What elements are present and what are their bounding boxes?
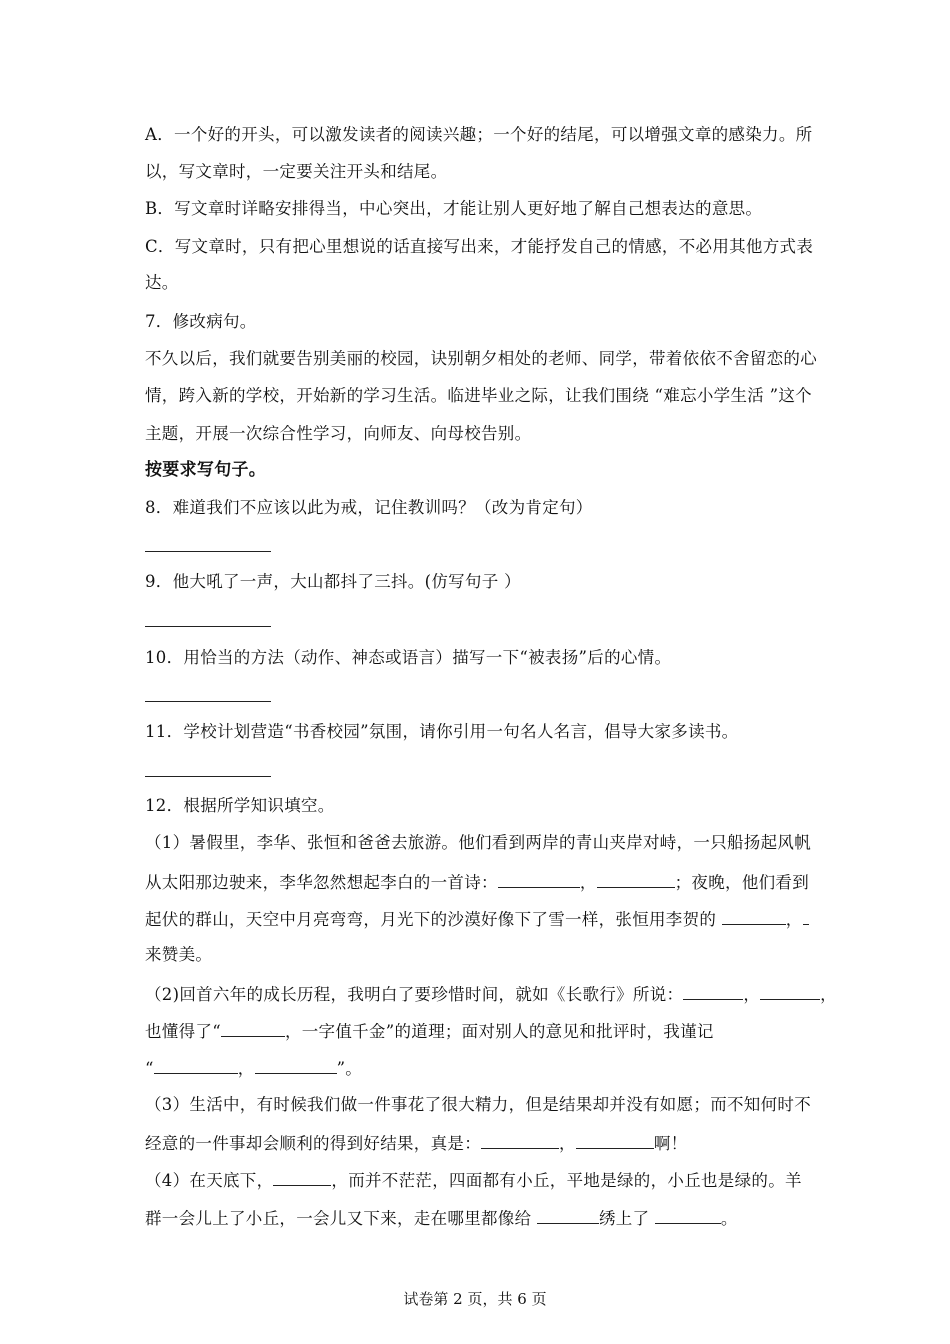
q9-text: 9．他大吼了一声，大山都抖了三抖。(仿写句子 ）: [145, 572, 521, 591]
text: （4）在天底下，: [145, 1171, 274, 1190]
fill-blank[interactable]: [255, 1055, 337, 1074]
fill-blank[interactable]: [273, 1167, 331, 1186]
option-a-line1: A．一个好的开头，可以激发读者的阅读兴趣；一个好的结尾，可以增强文章的感染力。所: [145, 125, 813, 144]
option-a-line2: 以，写文章时，一定要关注开头和结尾。: [145, 162, 448, 181]
text: ，: [237, 1059, 255, 1078]
q12-part3-line2: [145, 1130, 687, 1156]
fill-blank[interactable]: [221, 1018, 285, 1037]
fill-blank[interactable]: [154, 1055, 238, 1074]
q12-part2-line1: [145, 981, 837, 1007]
q12-part2-line3: [145, 1055, 362, 1081]
q11-answer-line[interactable]: [145, 776, 271, 777]
fill-blank[interactable]: [760, 981, 820, 1000]
text: （2)回首六年的成长历程，我明白了要珍惜时间，就如《长歌行》所说：: [145, 985, 684, 1004]
q12-part1-line3: [145, 906, 809, 932]
fill-blank[interactable]: [481, 1130, 559, 1149]
text: ；夜晚，他们看到: [674, 873, 810, 892]
option-c-line1: C．写文章时，只有把心里想说的话直接写出来，才能抒发自己的情感，不必用其他方式表: [145, 237, 814, 256]
q12-part2-line2: [145, 1018, 714, 1044]
text: ，一字值千金”的道理；面对别人的意见和批评时，我谨记: [284, 1022, 714, 1041]
q8-text: 8．难道我们不应该以此为戒，记住教训吗？（改为肯定句）: [145, 498, 593, 517]
q10-text: 10．用恰当的方法（动作、神态或语言）描写一下“被表扬”后的心情。: [145, 648, 672, 667]
text: ，而并不茫茫，四面都有小丘，平地是绿的，小丘也是绿的。羊: [331, 1171, 802, 1190]
text: ，: [820, 985, 837, 1004]
fill-blank[interactable]: [498, 869, 580, 888]
q12-part1-line4: 来赞美。: [145, 945, 213, 964]
q7-text-line3: 主题，开展一次综合性学习，向师友、向母校告别。: [145, 424, 532, 443]
q12-part1-line1: （1）暑假里，李华、张恒和爸爸去旅游。他们看到两岸的青山夹岸对峙，一只船扬起风帆: [145, 833, 811, 852]
q9-answer-line[interactable]: [145, 626, 271, 627]
fill-blank[interactable]: [655, 1205, 721, 1224]
q7-text-line1: 不久以后，我们就要告别美丽的校园，诀别朝夕相处的老师、同学，带着依依不舍留恋的心: [145, 349, 817, 368]
text: ，: [743, 985, 761, 1004]
q12-part4-line1: [145, 1167, 802, 1193]
page-footer: 试卷第 2 页，共 6 页: [403, 1290, 547, 1308]
option-b: B．写文章时详略安排得当，中心突出，才能让别人更好地了解自己想表达的意思。: [145, 199, 763, 218]
text: “: [145, 1059, 154, 1078]
fill-blank[interactable]: [683, 981, 743, 1000]
text: 从太阳那边驶来，李华忽然想起李白的一首诗：: [145, 873, 498, 892]
q12-part3-line1: （3）生活中，有时候我们做一件事花了很大精力，但是结果却并没有如愿；而不知何时不: [145, 1095, 811, 1114]
q12-part1-line2: [145, 869, 809, 895]
q10-answer-line[interactable]: [145, 701, 271, 702]
text: 绣上了: [598, 1209, 655, 1228]
text: ，: [785, 910, 803, 929]
text: 啊！: [653, 1134, 688, 1153]
fill-blank[interactable]: [597, 869, 675, 888]
q8-answer-line[interactable]: [145, 551, 271, 552]
text: ，: [559, 1134, 576, 1153]
fill-blank[interactable]: [576, 1130, 654, 1149]
option-c-line2: 达。: [145, 273, 179, 292]
q7-text-line2: 情，跨入新的学校，开始新的学习生活。临进毕业之际，让我们围绕 “难忘小学生活 ”这个: [145, 386, 812, 405]
q7-title: 7．修改病句。: [145, 312, 257, 331]
fill-blank[interactable]: [803, 906, 809, 925]
text: 起伏的群山，天空中月亮弯弯，月光下的沙漠好像下了雪一样，张恒用李贺的: [145, 910, 722, 929]
text: 经意的一件事却会顺利的得到好结果，真是：: [145, 1134, 481, 1153]
q12-title: 12．根据所学知识填空。: [145, 796, 335, 815]
q11-text: 11．学校计划营造“书香校园”氛围，请你引用一句名人名言，倡导大家多读书。: [145, 722, 739, 741]
q12-part4-line2: [145, 1205, 738, 1231]
text: 。: [720, 1209, 738, 1228]
text: 也懂得了“: [145, 1022, 221, 1041]
section-heading: 按要求写句子。: [145, 460, 267, 480]
fill-blank[interactable]: [722, 906, 786, 925]
text: ”。: [336, 1059, 363, 1078]
text: ，: [579, 873, 597, 892]
text: 群一会儿上了小丘，一会儿又下来，走在哪里都像给: [145, 1209, 537, 1228]
fill-blank[interactable]: [537, 1205, 599, 1224]
